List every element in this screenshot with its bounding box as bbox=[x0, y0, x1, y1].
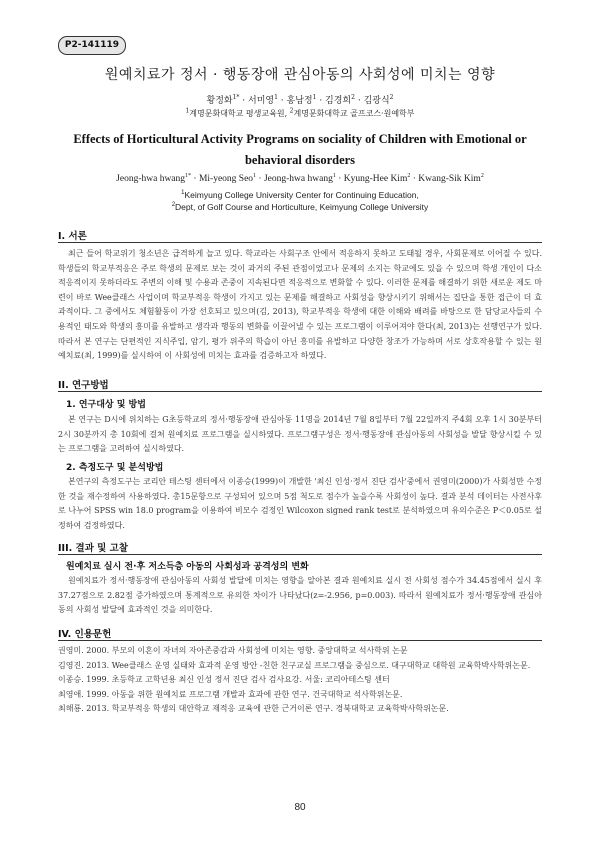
subjects-paragraph: 본 연구는 D시에 위치하는 G초등학교의 정서·행동장애 관심아동 11명을 2014년 7월 8일부터 7월 22일까지 주4회 오후 1시 30분부터 2시 30분까지 총 10회에 걸쳐 원예치료 프로그램을 실시하였다. 프로그램구성은 정서·행동장애 관심아동의 사회성을 발달 향상시킬 수 있는 프로그램을 고려하여 실시하였다. bbox=[58, 415, 542, 454]
reference-item: 이종승. 1999. 초등학교 고학년용 최신 인성 정서 진단 검사 검사요강. 서울: 코리아테스팅 센터 bbox=[58, 675, 390, 684]
author-en: Jeong-hwa hwang$^{1*}$ bbox=[116, 172, 192, 184]
section-heading-results: III. 결과 및 고찰 bbox=[58, 543, 129, 554]
author-ko: 김경희$^2$ bbox=[325, 94, 355, 106]
page-number: 80 bbox=[294, 802, 306, 813]
intro-paragraph: 최근 들어 학교위기 청소년은 급격하게 늘고 있다. 학교라는 사회구조 안에서 적응하지 못하고 도태될 경우, 사회문제로 이어질 수 있다. 학생들의 학교부적응은 주로 학생의 문제로 보는 것이 과거의 주된 관점이었고나 문제의 소지는 학교에도 있을 수 있으며 학생 개인이 다소 적응적이지 못하더라도 주변의 이해 및 수용과 존중이 지속된다면 적응적으로 변화할 수 있다. 이러한 문제를 해결하기 위한 새로운 제도 마련이 바로 Wee클래스 사업이며 학교부적응 학생이 가지고 있는 문제를 해결하고 사회성을 향상시키기 위해서는 집단을 통한 접근이 더 효과적이다. 그 중에서도 체험활동이 가장 선호되고 있으며(김, 2013), 학교부적응 학생에 대한 이해와 배려를 바탕으로 한 담당교사들의 수용적인 태도와 학생의 흥미를 유발하고 생각과 행동의 변화를 이끌어낼 수 있는 프로그램이 이루어져야 한다(최, 2013)는 선행연구가 있다. 따라서 본 연구는 단편적인 지식주입, 암기, 평가 위주의 학습이 아닌 흥미를 유발하고 다양한 창조가 가능하며 서로 상호작용할 수 있는 원예치료(최, 1999)를 실시하여 이 사회성에 미치는 효과를 검증하고자 하였다. bbox=[58, 249, 542, 361]
reference-item: 최영애. 1999. 아동을 위한 원예치료 프로그램 개발과 효과에 관한 연구. 건국대학교 석사학위논문. bbox=[58, 689, 403, 699]
section-divider bbox=[58, 554, 542, 555]
section-divider bbox=[58, 242, 542, 243]
section-divider bbox=[58, 391, 542, 392]
author-ko: 황정화$^{1*}$ bbox=[206, 94, 240, 106]
author-ko: 서미영$^1$ bbox=[248, 94, 278, 106]
section-heading-methods: II. 연구방법 bbox=[58, 380, 109, 391]
author-ko: 김광식$^2$ bbox=[363, 94, 394, 106]
author-en: Jeong-hwa hwang$^1$ bbox=[263, 172, 336, 184]
author-en: Mi-yeong Seo$^1$ bbox=[198, 172, 257, 184]
affiliations-english: $^1$Keimyung College University Center for Continuing Education, $^2$Dept, of Golf Course and Horticulture, Keimyung College University bbox=[171, 190, 429, 212]
results-subheading: 원예치료 실시 전·후 저소득층 아동의 사회성과 공격성의 변화 bbox=[66, 562, 309, 572]
affiliations-korean: $^1$계명문화대학교 평생교육원, $^2$계명문화대학교 골프코스·원예학부 bbox=[185, 107, 415, 118]
subsection-heading-subjects: 1. 연구대상 및 방법 bbox=[66, 400, 146, 410]
reference-item: 김영진. 2013. Wee클래스 운영 실태와 효과적 운영 방안 -친한 친구교실 프로그램을 중심으로. 대구대학교 대학원 교육학박사학위논문. bbox=[58, 660, 531, 670]
results-paragraph: 원예치료가 정서·행동장애 관심아동의 사회성 발달에 미치는 영향을 알아본 결과 원예치료 실시 전 사회성 점수가 34.45점에서 실시 후 37.27점으로 2.82점 증가하였으며 통계적으로 유의한 차이가 나타났다(z=-2.956, p=0.003). 따라서 원예치료가 정서·행동장애 관심아동의 사회성 발달에 효과적인 것을 의미한다. bbox=[58, 576, 542, 615]
authors-korean: 황정화$^{1*}$ · 서미영$^1$ · 홍남정$^1$ · 김경희$^2$ · 김광식$^2$ bbox=[206, 94, 394, 106]
measures-paragraph: 본연구의 측정도구는 코리안 테스팅 센터에서 이종승(1999)이 개발한 '최신 인성·정서 진단 검사'중에서 권영미(2000)가 사회성만 수정한 것을 재수정하여 사용하였다. 총15문항으로 구성되어 있으며 5점 척도로 점수가 높을수록 사회성이 높다. 결과 분석 데이터는 사전사후로 나누어 SPSS win 18.0 program을 이용하여 비모수 검정인 Wilcoxon signed rank test로 분석하였으며 유의수준은 P＜0.05로 설정하여 검정하였다. bbox=[58, 477, 542, 530]
authors-english: Jeong-hwa hwang$^{1*}$ · Mi-yeong Seo$^1$ · Jeong-hwa hwang$^1$ · Kyung-Hee Kim$^2$ · Kwang-Sik Kim$^2$ bbox=[116, 172, 484, 184]
reference-list bbox=[58, 644, 542, 717]
author-ko: 홍남정$^1$ bbox=[286, 94, 317, 106]
reference-item: 최해룡. 2013. 학교부적응 학생의 대안학교 재적응 교육에 관한 근거이론 연구. 경북대학교 교육학박사학위논문. bbox=[58, 704, 449, 713]
section-divider bbox=[58, 640, 542, 641]
section-heading-references: IV. 인용문헌 bbox=[58, 629, 112, 640]
subsection-heading-measures: 2. 측정도구 및 분석방법 bbox=[66, 463, 164, 473]
reference-item: 권영미. 2000. 부모의 이혼이 자녀의 자아존중감과 사회성에 미치는 영향. 중앙대학교 석사학위 논문 bbox=[58, 646, 408, 655]
author-en: Kwang-Sik Kim$^2$ bbox=[418, 172, 484, 184]
title-english: Effects of Horticultural Activity Programs on sociality of Children with Emotional or behavioral disorders bbox=[73, 132, 527, 167]
section-heading-intro: I. 서론 bbox=[58, 231, 87, 242]
author-en: Kyung-Hee Kim$^2$ bbox=[343, 172, 411, 184]
paper-id-badge: P2-141119 bbox=[58, 36, 126, 55]
title-korean: 원예치료가 정서 · 행동장애 관심아동의 사회성에 미치는 영향 bbox=[104, 67, 496, 83]
